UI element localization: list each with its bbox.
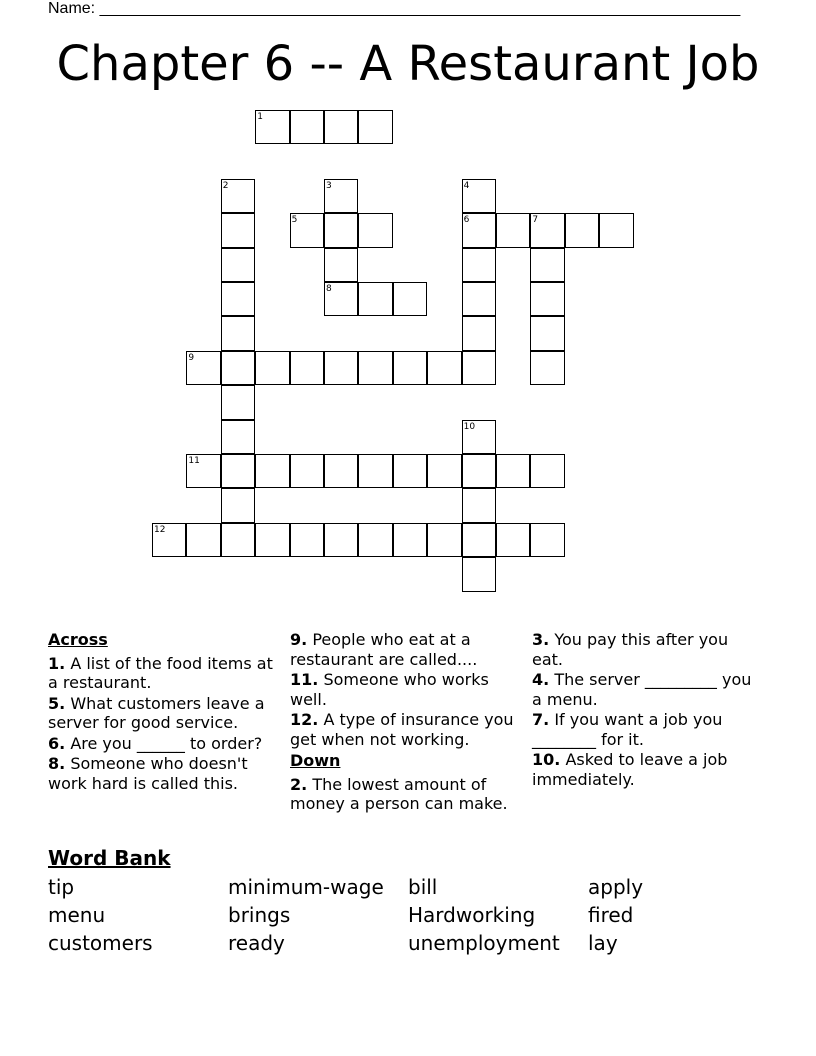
word-bank-word: customers [48, 931, 153, 955]
grid-cell[interactable] [255, 454, 289, 488]
grid-cell[interactable] [496, 523, 530, 557]
across-heading: Across [48, 630, 108, 649]
grid-cell[interactable] [462, 248, 496, 282]
grid-cell[interactable] [290, 351, 324, 385]
grid-cell[interactable] [393, 454, 427, 488]
clue-number-label: 10 [463, 421, 476, 432]
name-field-label: Name: ________________________________________________________________________ [48, 0, 741, 17]
word-bank-title: Word Bank [48, 846, 171, 870]
grid-cell[interactable] [530, 523, 564, 557]
grid-cell[interactable] [358, 213, 392, 247]
word-bank-word: menu [48, 903, 106, 927]
grid-cell[interactable] [462, 282, 496, 316]
down-heading: Down [290, 751, 341, 770]
grid-cell[interactable] [427, 351, 461, 385]
grid-cell[interactable] [427, 454, 461, 488]
clue-number-label: 1 [257, 112, 263, 122]
word-bank-word: apply [588, 875, 644, 899]
clue-number-label: 3 [326, 180, 332, 191]
clues-column-3 [532, 630, 762, 790]
grid-cell[interactable] [221, 523, 255, 557]
grid-cell[interactable] [565, 213, 599, 247]
clue-across-8: 8. Someone who doesn't work hard is called this. [48, 754, 248, 793]
clue-number-label: 11 [188, 456, 200, 466]
word-bank-word: minimum-wage [228, 875, 384, 899]
grid-cell[interactable] [324, 110, 358, 144]
grid-cell[interactable] [462, 454, 496, 488]
grid-cell[interactable] [530, 454, 564, 488]
grid-cell[interactable] [221, 248, 255, 282]
clue-across-6: 6. Are you ______ to order? [48, 733, 263, 753]
grid-cell[interactable] [462, 351, 496, 385]
clue-across-9: 9. People who eat at a restaurant are called.... [290, 630, 478, 669]
grid-cell[interactable] [221, 213, 255, 247]
grid-cell[interactable] [496, 213, 530, 247]
grid-cell[interactable] [221, 351, 255, 385]
word-bank-word: ready [228, 931, 285, 955]
grid-cell[interactable] [358, 282, 392, 316]
word-bank-word: lay [588, 931, 618, 955]
word-bank-word: unemployment [408, 931, 560, 955]
clues-column-2 [290, 630, 528, 815]
grid-cell[interactable] [358, 454, 392, 488]
grid-cell[interactable] [462, 316, 496, 350]
grid-cell[interactable] [530, 351, 564, 385]
clue-number-label: 12 [154, 524, 166, 535]
clue-number-label: 6 [463, 215, 470, 226]
grid-cell[interactable] [324, 454, 358, 488]
grid-cell[interactable] [186, 523, 220, 557]
grid-cell[interactable] [255, 351, 289, 385]
grid-cell[interactable] [324, 248, 358, 282]
grid-cell[interactable] [221, 385, 255, 419]
grid-cell[interactable] [255, 523, 289, 557]
grid-cell[interactable] [358, 351, 392, 385]
clue-number-label: 5 [291, 215, 298, 226]
grid-cell[interactable] [221, 454, 255, 488]
grid-cell[interactable] [324, 213, 358, 247]
clue-across-12: 12. A type of insurance you get when not working. [290, 710, 514, 749]
word-bank-word: fired [588, 903, 634, 927]
clue-down-4: 4. The server _________ you a menu. [532, 670, 752, 709]
word-bank-word: Hardworking [408, 903, 536, 927]
grid-cell[interactable] [221, 316, 255, 350]
grid-cell[interactable] [462, 557, 496, 591]
grid-cell[interactable] [530, 248, 564, 282]
clue-number-label: 7 [532, 215, 539, 226]
grid-cell[interactable] [221, 420, 255, 454]
grid-cell[interactable] [496, 454, 530, 488]
clue-down-10: 10. Asked to leave a job immediately. [532, 750, 728, 789]
grid-cell[interactable] [530, 316, 564, 350]
word-bank-word: tip [48, 875, 75, 899]
clue-down-7: 7. If you want a job you ________ for it. [532, 710, 723, 749]
grid-cell[interactable] [290, 454, 324, 488]
grid-cell[interactable] [530, 282, 564, 316]
grid-cell[interactable] [393, 351, 427, 385]
grid-cell[interactable] [290, 110, 324, 144]
clue-number-label: 9 [188, 352, 195, 363]
grid-cell[interactable] [221, 282, 255, 316]
grid-cell[interactable] [599, 213, 633, 247]
word-bank-word: bill [408, 875, 438, 899]
grid-cell[interactable] [393, 523, 427, 557]
grid-cell[interactable] [462, 523, 496, 557]
grid-cell[interactable] [393, 282, 427, 316]
grid-cell[interactable] [221, 488, 255, 522]
grid-cell[interactable] [324, 523, 358, 557]
word-bank-word: brings [228, 903, 291, 927]
clue-number-label: 8 [326, 284, 332, 294]
clue-down-2: 2. The lowest amount of money a person can make. [290, 774, 508, 813]
grid-cell[interactable] [358, 523, 392, 557]
clue-number-label: 4 [463, 180, 470, 191]
clue-down-3: 3. You pay this after you eat. [532, 630, 729, 669]
clue-across-11: 11. Someone who works well. [290, 670, 489, 709]
grid-cell[interactable] [358, 110, 392, 144]
clue-across-5: 5. What customers leave a server for good service. [48, 693, 265, 732]
clues-column-1 [48, 630, 278, 794]
clue-number-label: 2 [222, 180, 229, 191]
clue-across-1: 1. A list of the food items at a restaurant. [48, 653, 273, 692]
page-title: Chapter 6 -- A Restaurant Job [56, 36, 760, 92]
grid-cell[interactable] [427, 523, 461, 557]
grid-cell[interactable] [324, 351, 358, 385]
grid-cell[interactable] [462, 488, 496, 522]
grid-cell[interactable] [290, 523, 324, 557]
